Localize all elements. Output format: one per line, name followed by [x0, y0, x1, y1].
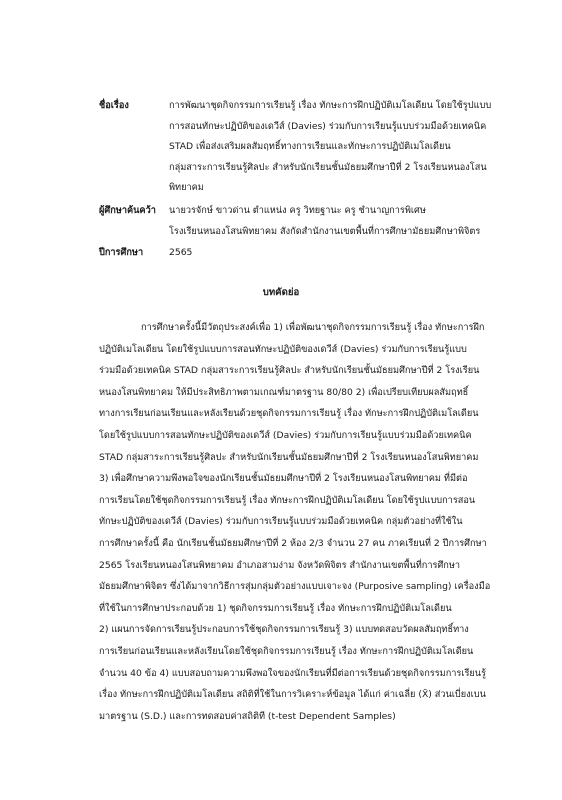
- title-label: ชื่อเรื่อง: [99, 100, 129, 111]
- abstract-line: STAD กลุ่มสาระการเรียนรู้ศิลปะ สำหรับนักเรียนชั้นมัธยมศึกษาปีที่ 2 โรงเรียนหนองโสนพิทยาคม: [99, 451, 479, 463]
- abstract-line: การศึกษาครั้งนี้ คือ นักเรียนชั้นมัธยมศึกษาปีที่ 2 ห้อง 2/3 จำนวน 27 คน ภาคเรียนที่ 2 ปีการศึกษา: [99, 537, 487, 549]
- abstract-heading: บทคัดย่อ: [262, 287, 300, 298]
- title-line: พิทยาคม: [169, 182, 204, 193]
- abstract-line: ที่ใช้ในการศึกษาประกอบด้วย 1) ชุดกิจกรรมการเรียนรู้ เรื่อง ทักษะการฝึกปฏิบัติเมโลเดียน: [99, 602, 452, 614]
- title-line: STAD เพื่อส่งเสริมผลสัมฤทธิ์ทางการเรียนและทักษะการปฏิบัติเมโลเดียน: [169, 141, 451, 152]
- year-label: ปีการศึกษา: [99, 247, 144, 258]
- abstract-line: 3) เพื่อศึกษาความพึงพอใจของนักเรียนชั้นมัธยมศึกษาปีที่ 2 โรงเรียนหนองโสนพิทยาคม ที่มีต่อ: [99, 473, 468, 485]
- abstract-line: ทักษะปฏิบัติของเดวีส์ (Davies) ร่วมกับการเรียนรู้แบบร่วมมือด้วยเทคนิค กลุ่มตัวอย่างที่ใช้ใน: [99, 516, 463, 528]
- researcher-line: โรงเรียนหนองโสนพิทยาคม สังกัดสำนักงานเขตพื้นที่การศึกษามัธยมศึกษาพิจิตร: [169, 225, 481, 237]
- year-text: 2565: [169, 247, 193, 258]
- abstract-line: 2565 โรงเรียนหนองโสนพิทยาคม อำเภอสามง่าม จังหวัดพิจิตร สำนักงานเขตพื้นที่การศึกษา: [99, 559, 461, 571]
- abstract-line: 2) แผนการจัดการเรียนรู้ประกอบการใช้ชุดกิจกรรมการเรียนรู้ 3) แบบทดสอบวัดผลสัมฤทธิ์ทาง: [99, 624, 469, 636]
- abstract-line: มัธยมศึกษาพิจิตร ซึ่งได้มาจากวิธีการสุ่มกลุ่มตัวอย่างแบบเจาะจง (Purposive sampling) เครื่องมือ: [99, 581, 491, 593]
- title-value: [169, 96, 514, 199]
- researcher-value: [169, 201, 514, 242]
- researcher-label: ผู้ศึกษาค้นคว้า: [99, 205, 156, 216]
- abstract-line: ปฏิบัติเมโลเดียน โดยใช้รูปแบบการสอนทักษะปฏิบัติของเดวีส์ (Davies) ร่วมกับการเรียนรู้แบบ: [99, 343, 467, 355]
- abstract-line: ร่วมมือด้วยเทคนิค STAD กลุ่มสาระการเรียนรู้ศิลปะ สำหรับนักเรียนชั้นมัธยมศึกษาปีที่ 2 โรงเรียน: [99, 365, 480, 377]
- abstract-line: เรื่อง ทักษะการฝึกปฏิบัติเมโลเดียน สถิติที่ใช้ในการวิเคราะห์ข้อมูล ได้แก่ ค่าเฉลี่ย (X̄) ส่วนเบี่ยงเบน: [99, 689, 486, 701]
- abstract-line: การเรียนก่อนเรียนและหลังเรียนโดยใช้ชุดกิจกรรมการเรียนรู้ เรื่อง ทักษะการฝึกปฏิบัติเมโลเดียน: [99, 645, 474, 657]
- abstract-line: การศึกษาครั้งนี้มีวัตถุประสงค์เพื่อ 1) เพื่อพัฒนาชุดกิจกรรมการเรียนรู้ เรื่อง ทักษะการฝึก: [141, 322, 485, 333]
- researcher-line: นายวรจักษ์ ขาวด่าน ตำแหน่ง ครู วิทยฐานะ ครู ชำนาญการพิเศษ: [169, 205, 426, 216]
- abstract-line: โดยใช้รูปแบบการสอนทักษะปฏิบัติของเดวีส์ (Davies) ร่วมกับการเรียนรู้แบบร่วมมือด้วยเทคนิค: [99, 429, 472, 441]
- abstract-body: [99, 317, 509, 727]
- year-value: [169, 243, 514, 264]
- title-block: [99, 96, 509, 206]
- researcher-block: [99, 201, 509, 246]
- abstract-line: มาตรฐาน (S.D.) และการทดสอบค่าสถิติที (t-test Dependent Samples): [99, 710, 396, 722]
- year-block: [99, 243, 509, 265]
- title-line: การสอนทักษะปฏิบัติของเดวีส์ (Davies) ร่วมกับการเรียนรู้แบบร่วมมือด้วยเทคนิค: [169, 120, 487, 132]
- abstract-line: หนองโสนพิทยาคม ให้มีประสิทธิภาพตามเกณฑ์มาตรฐาน 80/80 2) เพื่อเปรียบเทียบผลสัมฤทธิ์: [99, 386, 469, 398]
- abstract-line: การเรียนโดยใช้ชุดกิจกรรมการเรียนรู้ เรื่อง ทักษะการฝึกปฏิบัติเมโลเดียน โดยใช้รูปแบบการสอน: [99, 494, 476, 506]
- abstract-line: ทางการเรียนก่อนเรียนและหลังเรียนด้วยชุดกิจกรรมการเรียนรู้ เรื่อง ทักษะการฝึกปฏิบัติเมโลเดียน: [99, 408, 479, 420]
- title-line: กลุ่มสาระการเรียนรู้ศิลปะ สำหรับนักเรียนชั้นมัธยมศึกษาปีที่ 2 โรงเรียนหนองโสน: [169, 161, 487, 173]
- abstract-line: จำนวน 40 ข้อ 4) แบบสอบถามความพึงพอใจของนักเรียนที่มีต่อการเรียนด้วยชุดกิจกรรมการเรียนรู้: [99, 667, 487, 679]
- title-line: การพัฒนาชุดกิจกรรมการเรียนรู้ เรื่อง ทักษะการฝึกปฏิบัติเมโลเดียน โดยใช้รูปแบบ: [169, 100, 492, 111]
